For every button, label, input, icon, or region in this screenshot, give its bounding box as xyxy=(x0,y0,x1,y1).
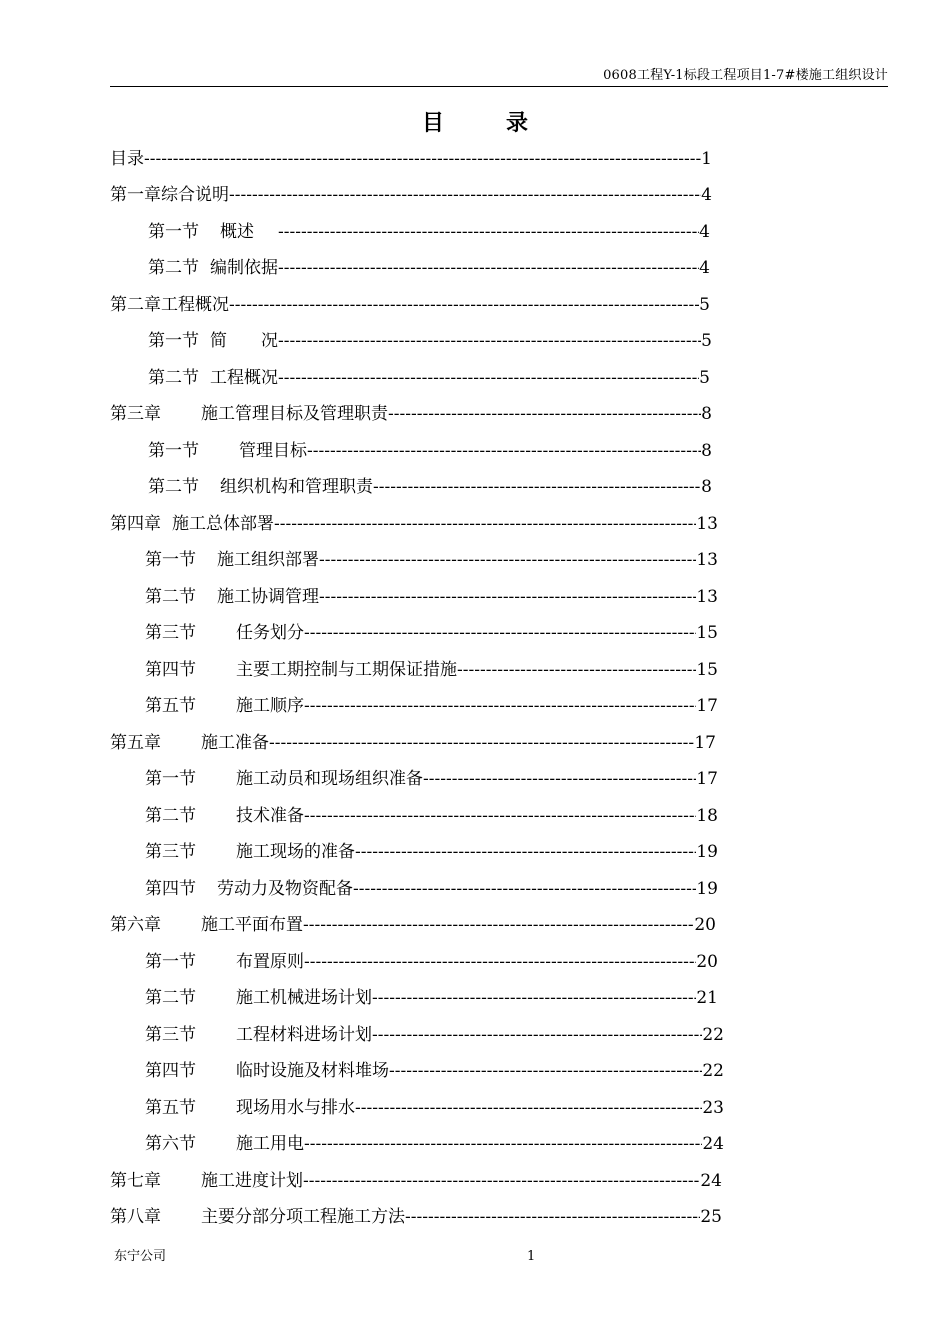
toc-entry-title: 编制依据 xyxy=(210,258,278,278)
toc-entry-page-number: 8 xyxy=(701,477,712,497)
toc-leader-dashes xyxy=(388,396,701,432)
toc-entry-title: 劳动力及物资配备 xyxy=(217,879,353,899)
toc-entry-page-number: 17 xyxy=(694,733,716,753)
toc-entry[interactable] xyxy=(110,907,716,943)
toc-entry-page-number: 5 xyxy=(701,331,712,351)
toc-entry-label: 第一节 xyxy=(148,222,199,242)
toc-entry[interactable] xyxy=(110,725,716,761)
toc-entry-label: 第六节 xyxy=(145,1134,196,1154)
toc-entry-title: 施工平面布置 xyxy=(201,915,303,935)
toc-entry-title: 主要工期控制与工期保证措施 xyxy=(236,660,457,680)
toc-leader-dashes xyxy=(278,250,699,286)
running-header: 0608工程Y-1标段工程项目1-7#楼施工组织设计 xyxy=(603,68,888,83)
toc-entry-title: 组织机构和管理职责 xyxy=(220,477,373,497)
toc-leader-dashes xyxy=(269,725,694,761)
toc-entry[interactable] xyxy=(145,542,718,578)
toc-entry-label: 第三章 xyxy=(110,404,161,424)
toc-entry[interactable] xyxy=(145,798,718,834)
toc-entry[interactable] xyxy=(148,250,710,286)
toc-leader-dashes xyxy=(229,177,701,213)
toc-entry[interactable] xyxy=(110,506,718,542)
toc-entry[interactable] xyxy=(145,1053,724,1089)
toc-entry-page-number: 4 xyxy=(701,185,712,205)
toc-entry-title: 工程材料进场计划 xyxy=(236,1025,372,1045)
toc-entry-page-number: 20 xyxy=(694,915,716,935)
toc-entry-page-number: 22 xyxy=(702,1061,724,1081)
toc-entry[interactable] xyxy=(145,834,718,870)
toc-entry-page-number: 18 xyxy=(696,806,718,826)
toc-leader-dashes xyxy=(304,798,696,834)
toc-entry[interactable] xyxy=(110,396,712,432)
toc-leader-dashes xyxy=(274,506,696,542)
toc-leader-dashes xyxy=(304,1126,702,1162)
toc-entry[interactable] xyxy=(145,1017,724,1053)
toc-entry[interactable] xyxy=(145,1126,724,1162)
toc-title-char-2: 录 xyxy=(506,110,529,136)
toc-leader-dashes xyxy=(307,433,701,469)
toc-entry-label: 第四节 xyxy=(145,1061,196,1081)
toc-entry-title: 布置原则 xyxy=(236,952,304,972)
toc-entry[interactable] xyxy=(110,287,710,323)
toc-entry-label: 第二节 xyxy=(145,806,196,826)
toc-entry[interactable] xyxy=(145,944,718,980)
toc-title-char-1: 目 xyxy=(421,110,444,136)
toc-entry[interactable] xyxy=(145,980,718,1016)
toc-entry[interactable] xyxy=(110,141,712,177)
toc-entry[interactable] xyxy=(110,177,712,213)
toc-entry-label: 第三节 xyxy=(145,1025,196,1045)
toc-entry-page-number: 15 xyxy=(696,660,718,680)
toc-entry-label: 第一节 xyxy=(148,441,199,461)
toc-entry[interactable] xyxy=(110,1199,722,1235)
toc-entry-title: 施工组织部署 xyxy=(217,550,319,570)
toc-entry-title: 管理目标 xyxy=(239,441,307,461)
toc-entry-title: 施工进度计划 xyxy=(201,1171,303,1191)
toc-entry-label: 第二节 xyxy=(145,587,196,607)
toc-entry-label: 第一节 xyxy=(145,550,196,570)
toc-leader-dashes xyxy=(457,652,696,688)
toc-entry-page-number: 1 xyxy=(701,149,712,169)
toc-leader-dashes xyxy=(423,761,696,797)
toc-entry-title: 施工顺序 xyxy=(236,696,304,716)
footer-page-number: 1 xyxy=(527,1249,536,1264)
toc-entry-page-number: 22 xyxy=(702,1025,724,1045)
toc-entry-title: 施工机械进场计划 xyxy=(236,988,372,1008)
header-rule xyxy=(110,86,888,87)
toc-entry-label: 第三节 xyxy=(145,842,196,862)
toc-entry[interactable] xyxy=(110,1163,722,1199)
toc-entry-title: 主要分部分项工程施工方法 xyxy=(201,1207,405,1227)
toc-leader-dashes xyxy=(389,1053,702,1089)
toc-entry-label: 第四节 xyxy=(145,660,196,680)
toc-entry-page-number: 24 xyxy=(702,1134,724,1154)
toc-entry-label: 第二节 xyxy=(148,258,199,278)
toc-entry-title: 现场用水与排水 xyxy=(236,1098,355,1118)
toc-entry-title: 任务划分 xyxy=(236,623,304,643)
toc-entry-label: 第一章 xyxy=(110,185,161,205)
toc-entry-title: 施工协调管理 xyxy=(217,587,319,607)
toc-entry[interactable] xyxy=(145,1090,724,1126)
toc-entry-label: 第八章 xyxy=(110,1207,161,1227)
toc-entry-title: 综合说明 xyxy=(161,185,229,205)
toc-entry-label: 第二节 xyxy=(148,477,199,497)
toc-entry-label: 第六章 xyxy=(110,915,161,935)
toc-entry-page-number: 5 xyxy=(699,368,710,388)
toc-entry-label: 第五节 xyxy=(145,696,196,716)
toc-entry-title: 临时设施及材料堆场 xyxy=(236,1061,389,1081)
toc-title xyxy=(0,108,950,138)
toc-entry-page-number: 5 xyxy=(699,295,710,315)
toc-entry-title: 简 况 xyxy=(210,331,278,351)
toc-entry-label: 第一节 xyxy=(145,952,196,972)
toc-leader-dashes xyxy=(303,1163,700,1199)
toc-leader-dashes xyxy=(373,469,701,505)
toc-entry-label: 第一节 xyxy=(145,769,196,789)
toc-entry[interactable] xyxy=(145,615,718,651)
footer-company: 东宁公司 xyxy=(114,1249,167,1264)
toc-entry-page-number: 4 xyxy=(699,222,710,242)
toc-leader-dashes xyxy=(304,944,696,980)
toc-entry-title: 施工现场的准备 xyxy=(236,842,355,862)
toc-entry-label: 第七章 xyxy=(110,1171,161,1191)
toc-entry-page-number: 8 xyxy=(701,441,712,461)
toc-entry[interactable] xyxy=(145,688,718,724)
toc-leader-dashes xyxy=(278,323,701,359)
toc-entry-page-number: 20 xyxy=(696,952,718,972)
toc-entry[interactable] xyxy=(145,871,718,907)
toc-entry[interactable] xyxy=(148,469,712,505)
toc-entry-page-number: 13 xyxy=(696,514,718,534)
toc-entry-title: 施工准备 xyxy=(201,733,269,753)
toc-entry-page-number: 13 xyxy=(696,550,718,570)
toc-leader-dashes xyxy=(405,1199,700,1235)
toc-leader-dashes xyxy=(304,615,696,651)
toc-entry-title: 施工管理目标及管理职责 xyxy=(201,404,388,424)
toc-leader-dashes xyxy=(372,980,696,1016)
toc-entry-title: 施工动员和现场组织准备 xyxy=(236,769,423,789)
toc-leader-dashes xyxy=(355,1090,702,1126)
toc-entry-title: 施工总体部署 xyxy=(172,514,274,534)
toc-entry-label: 第二节 xyxy=(148,368,199,388)
toc-entry-page-number: 19 xyxy=(696,842,718,862)
toc-entry-page-number: 21 xyxy=(696,988,718,1008)
toc-entry-title: 技术准备 xyxy=(236,806,304,826)
toc-leader-dashes xyxy=(355,834,696,870)
toc-entry-title: 概述 xyxy=(220,222,254,242)
toc-entry-page-number: 24 xyxy=(700,1171,722,1191)
toc-entry[interactable] xyxy=(148,360,710,396)
toc-entry-page-number: 17 xyxy=(696,769,718,789)
toc-entry-label: 第二节 xyxy=(145,988,196,1008)
toc-entry-page-number: 8 xyxy=(701,404,712,424)
toc-leader-dashes xyxy=(304,688,696,724)
toc-entry-label: 第四章 xyxy=(110,514,161,534)
toc-entry-label: 第二章 xyxy=(110,295,161,315)
toc-leader-dashes xyxy=(319,542,696,578)
toc-entry-page-number: 23 xyxy=(702,1098,724,1118)
toc-entry[interactable] xyxy=(145,652,718,688)
toc-entry-page-number: 4 xyxy=(699,258,710,278)
toc-entry-page-number: 13 xyxy=(696,587,718,607)
toc-entry[interactable] xyxy=(148,214,710,250)
toc-entry-label: 第一节 xyxy=(148,331,199,351)
toc-leader-dashes xyxy=(144,141,701,177)
toc-entry[interactable] xyxy=(145,579,718,615)
toc-leader-dashes xyxy=(353,871,696,907)
toc-entry-label: 第三节 xyxy=(145,623,196,643)
toc-entry-title: 施工用电 xyxy=(236,1134,304,1154)
toc-entry-page-number: 17 xyxy=(696,696,718,716)
toc-entry[interactable] xyxy=(148,433,712,469)
toc-leader-dashes xyxy=(303,907,694,943)
toc-leader-dashes xyxy=(372,1017,702,1053)
toc-leader-dashes xyxy=(278,214,699,250)
toc-entry-label: 第五章 xyxy=(110,733,161,753)
toc-entry-title: 工程概况 xyxy=(210,368,278,388)
toc-leader-dashes xyxy=(278,360,699,396)
toc-entry[interactable] xyxy=(145,761,718,797)
toc-entry-title: 工程概况 xyxy=(161,295,229,315)
toc-entry-label: 第四节 xyxy=(145,879,196,899)
toc-entry-page-number: 19 xyxy=(696,879,718,899)
toc-entry-title: 目录 xyxy=(110,149,144,169)
toc-entry[interactable] xyxy=(148,323,712,359)
toc-leader-dashes xyxy=(319,579,696,615)
toc-leader-dashes xyxy=(229,287,699,323)
toc-entry-page-number: 25 xyxy=(700,1207,722,1227)
toc-entry-page-number: 15 xyxy=(696,623,718,643)
toc-entry-label: 第五节 xyxy=(145,1098,196,1118)
